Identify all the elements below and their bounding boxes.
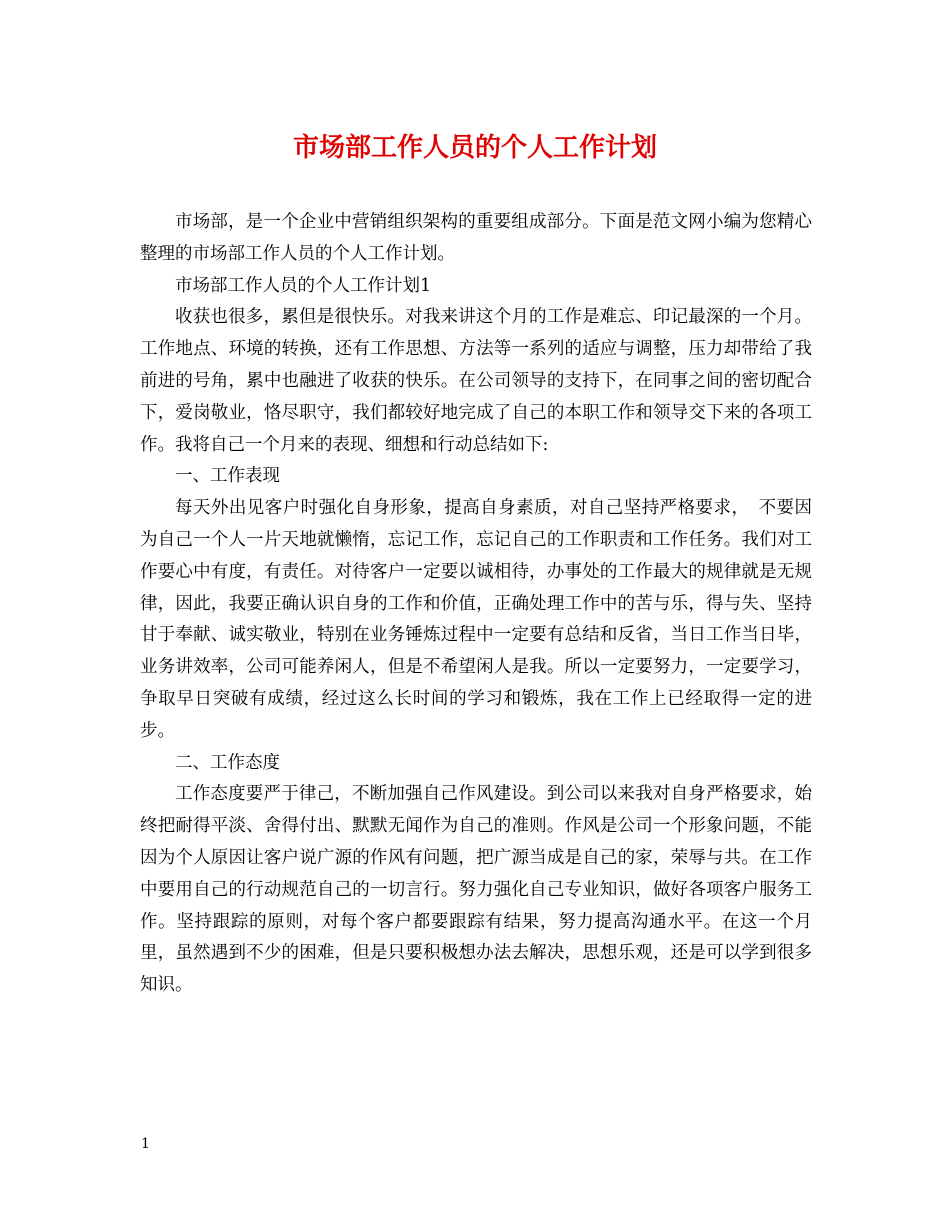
document-body: [140, 207, 812, 1002]
section-heading-plan-1: 市场部工作人员的个人工作计划1: [175, 275, 432, 296]
body-paragraph: 每天外出见客户时强化自身形象，提高自身素质，对自己坚持严格要求， 不要因为自己一个人一片天地就懒惰，忘记工作，忘记自己的工作职责和工作任务。我们对工作要心中有度，有责任。对待客户一定要以诚相待，办事处的工作最大的规律就是无规律，因此，我要正确认识自身的工作和价值，正确处理工作中的苦与乐，得与失、坚持甘于奉献、诚实敬业，特别在业务锤炼过程中一定要有总结和反省，当日工作当日毕，业务讲效率，公司可能养闲人，但是不希望闲人是我。所以一定要努力，一定要学习，争取早日突破有成绩，经过这么长时间的学习和锻炼，我在工作上已经取得一定的进步。: [140, 498, 812, 741]
section-heading-work-attitude: 二、工作态度: [175, 752, 280, 773]
intro-paragraph: 市场部，是一个企业中营销组织架构的重要组成部分。下面是范文网小编为您精心整理的市场部工作人员的个人工作计划。: [140, 212, 812, 264]
body-paragraph: 收获也很多，累但是很快乐。对我来讲这个月的工作是难忘、印记最深的一个月。工作地点、环境的转换，还有工作思想、方法等一系列的适应与调整，压力却带给了我前进的号角，累中也融进了收获的快乐。在公司领导的支持下，在同事之间的密切配合下，爱岗敬业，恪尽职守，我们都较好地完成了自己的本职工作和领导交下来的各项工作。我将自己一个月来的表现、细想和行动总结如下:: [140, 307, 812, 455]
section-heading-work-performance: 一、工作表现: [175, 466, 280, 487]
body-paragraph: 工作态度要严于律己，不断加强自己作风建设。到公司以来我对自身严格要求，始终把耐得平淡、舍得付出、默默无闻作为自己的准则。作风是公司一个形象问题，不能因为个人原因让客户说广源的作风有问题，把广源当成是自己的家，荣辱与共。在工作中要用自己的行动规范自己的一切言行。努力强化自己专业知识，做好各项客户服务工作。坚持跟踪的原则，对每个客户都要跟踪有结果，努力提高沟通水平。在这一个月里，虽然遇到不少的困难，但是只要积极想办法去解决，思想乐观，还是可以学到很多知识。: [140, 784, 812, 996]
document-title: 市场部工作人员的个人工作计划: [292, 133, 657, 163]
page-number: 1: [141, 1136, 150, 1152]
